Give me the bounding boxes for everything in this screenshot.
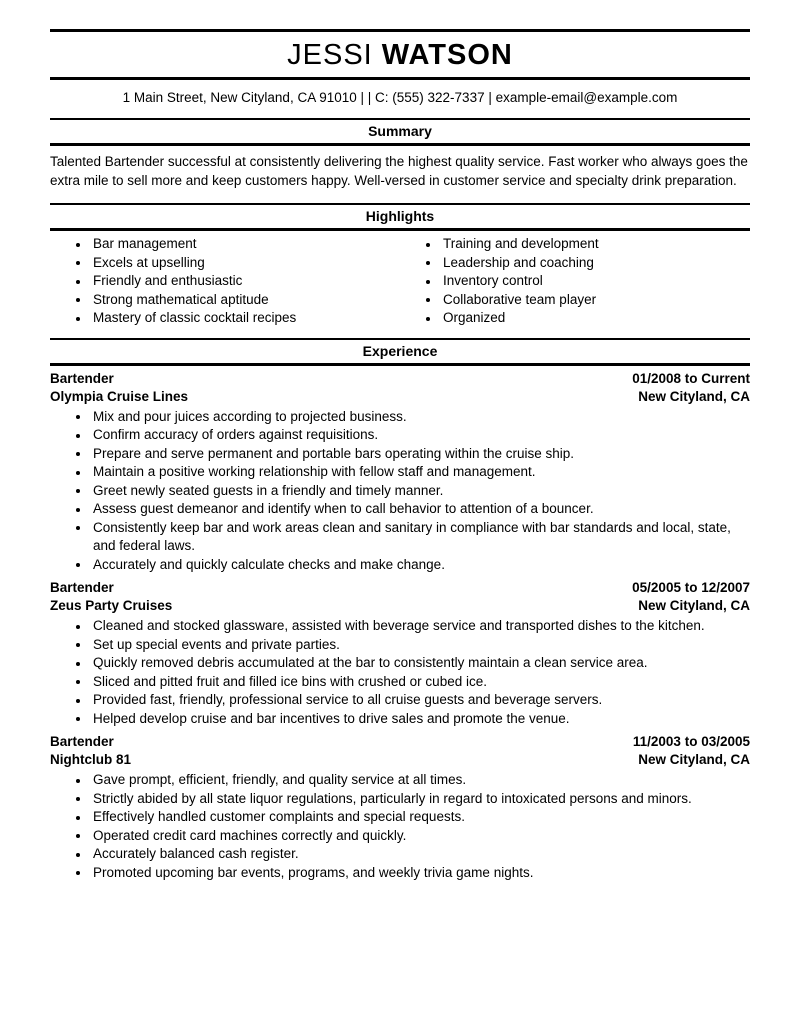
highlights-right-list — [400, 235, 750, 328]
job-bullet: Maintain a positive working relationship with fellow staff and management. — [50, 463, 750, 482]
job-bullet: Mix and pour juices according to projected business. — [50, 408, 750, 427]
job-bullet: Effectively handled customer complaints and special requests. — [50, 808, 750, 827]
job-location: New Cityland, CA — [638, 752, 750, 767]
job-location: New Cityland, CA — [638, 598, 750, 613]
job-bullet: Sliced and pitted fruit and filled ice bins with crushed or cubed ice. — [50, 673, 750, 692]
contact-line: 1 Main Street, New Cityland, CA 91010 | | C: (555) 322-7337 | example-email@example.com — [122, 90, 678, 105]
highlight-item: Excels at upselling — [50, 254, 400, 273]
job-dates: 01/2008 to Current — [632, 370, 750, 386]
job-title: Bartender — [50, 580, 114, 595]
job-bullet: Provided fast, friendly, professional service to all cruise guests and beverage servers. — [50, 691, 750, 710]
job-bullet: Cleaned and stocked glassware, assisted with beverage service and transported dishes to the kitchen. — [50, 617, 750, 636]
experience-title: Experience — [362, 342, 438, 359]
experience-jobs — [50, 370, 750, 883]
job-title-row — [50, 579, 750, 597]
job-location: New Cityland, CA — [638, 388, 750, 404]
job-bullet: Assess guest demeanor and identify when to call behavior to attention of a bouncer. — [50, 500, 750, 519]
job-bullet: Set up special events and private parties. — [50, 636, 750, 655]
candidate-last-name: WATSON — [381, 39, 513, 71]
highlight-item: Inventory control — [400, 272, 750, 291]
job-bullet: Consistently keep bar and work areas clean and sanitary in compliance with bar standards and local, state, and federal laws. — [50, 519, 750, 556]
job-title-row — [50, 370, 750, 388]
job-bullet-list — [50, 408, 750, 575]
job-bullet: Helped develop cruise and bar incentives to drive sales and promote the venue. — [50, 710, 750, 729]
job-bullet: Confirm accuracy of orders against requisitions. — [50, 426, 750, 445]
highlight-item: Strong mathematical aptitude — [50, 291, 400, 310]
job-title-row — [50, 733, 750, 751]
summary-text: Talented Bartender successful at consistently delivering the highest quality service. Fast worker who always goes the extra mile to sell more and keep customers happy. Well-versed in customer service and specialty drink preparation. — [50, 154, 748, 188]
job-company: Zeus Party Cruises — [50, 598, 173, 613]
highlights-left-list — [50, 235, 400, 328]
job-title: Bartender — [50, 370, 114, 386]
job-bullet: Quickly removed debris accumulated at the bar to consistently maintain a clean service area. — [50, 654, 750, 673]
job-bullet-list — [50, 771, 750, 882]
job-company: Nightclub 81 — [50, 752, 132, 767]
section-heading-highlights — [50, 203, 750, 231]
highlight-item: Bar management — [50, 235, 400, 254]
highlight-item: Organized — [400, 309, 750, 328]
job-bullet: Promoted upcoming bar events, programs, and weekly trivia game nights. — [50, 864, 750, 883]
job-bullet: Operated credit card machines correctly and quickly. — [50, 827, 750, 846]
summary-title: Summary — [368, 123, 432, 139]
job-company-row — [50, 751, 750, 769]
highlights-title: Highlights — [365, 208, 435, 224]
job-title: Bartender — [50, 734, 114, 749]
highlight-item: Friendly and enthusiastic — [50, 272, 400, 291]
job-bullet: Accurately balanced cash register. — [50, 845, 750, 864]
job-company-row — [50, 597, 750, 615]
job-dates: 05/2005 to 12/2007 — [632, 580, 750, 595]
job-bullet: Strictly abided by all state liquor regulations, particularly in regard to intoxicated persons and minors. — [50, 790, 750, 809]
job-company: Olympia Cruise Lines — [50, 388, 189, 404]
job-company-row — [50, 388, 750, 406]
highlights-right-column — [400, 235, 750, 328]
job-dates: 11/2003 to 03/2005 — [632, 734, 750, 749]
highlight-item: Mastery of classic cocktail recipes — [50, 309, 400, 328]
job-bullet-list — [50, 617, 750, 728]
candidate-name — [50, 32, 750, 77]
section-heading-experience — [50, 338, 750, 366]
highlights-columns — [50, 235, 750, 328]
job-entry — [50, 579, 750, 728]
job-bullet: Gave prompt, efficient, friendly, and quality service at all times. — [50, 771, 750, 790]
highlight-item: Collaborative team player — [400, 291, 750, 310]
highlight-item: Training and development — [400, 235, 750, 254]
job-bullet: Accurately and quickly calculate checks and make change. — [50, 556, 750, 575]
candidate-first-name: JESSI — [287, 39, 373, 71]
highlight-item: Leadership and coaching — [400, 254, 750, 273]
job-bullet: Prepare and serve permanent and portable bars operating within the cruise ship. — [50, 445, 750, 464]
job-entry — [50, 370, 750, 575]
job-entry — [50, 733, 750, 882]
section-heading-summary — [50, 118, 750, 146]
highlights-left-column — [50, 235, 400, 328]
job-bullet: Greet newly seated guests in a friendly and timely manner. — [50, 482, 750, 501]
